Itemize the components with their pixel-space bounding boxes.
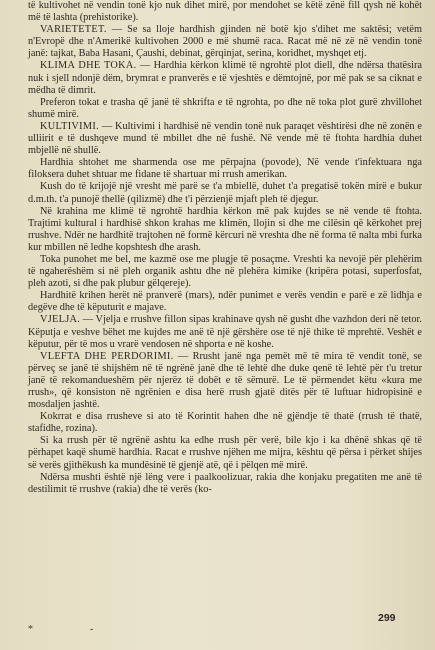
paragraph: [28, 290, 422, 314]
paragraph-text: Kush do të krijojë një vresht më parë se t'a mbiellë, duhet t'a pregatisë tokën mirë e bukur d.m.th. t'a punojë thellë (qilizmë) dhe t'i përzienjë mjaft pleh të djegur.: [28, 181, 422, 205]
paragraph-text: — Kultivimi i hardhisë në vendin tonë nuk paraqet vështirësi dhe në zonën e ulliirit e të dushqeve mund të mbillet dhe në fushë. Në vende më të ftohta hardhia duhet mbjellë në shullë.: [28, 120, 422, 157]
paragraph-text: Si ka rrush për të ngrënë ashtu ka edhe rrush për verë, bile kjo i ka dhënë shkas që të përhapet kaqë shumë hardhia. Racat e rrushve njëhen me mijra, kështu që përsa i përket shijes së verës gjithëkush ka mundësinë të gjenjë atë, që i pëlqen më mirë.: [28, 435, 422, 471]
paragraph: [28, 314, 422, 350]
paragraph: [28, 435, 422, 471]
paragraph: [28, 121, 422, 157]
margin-mark: *: [28, 624, 33, 635]
paragraph: [28, 411, 422, 435]
paragraph-text: — Rrusht janë nga pemët më të mira të vendit tonë, se përveç se janë të shijshëm në të ngrënë janë dhe të lehtë dhe duke qenë të lehtë për t'u tretur janë të rekomandueshëm për njerëz të dobët e të sëmurë. Le të përmendet këtu «kura me rrush», që konsiston në ngrënien e disa herë rrush gjatë ditës për të luftuar hidropisinë e mosdaljen jashtë.: [28, 350, 422, 411]
paragraph-text: Ndërsa mushti është një lëng vere i paalkoolizuar, rakia dhe konjaku pregatiten me anë të destilimit të rrushve (rakia) dhe të verës (ko-: [28, 471, 422, 495]
page-number: 299: [378, 612, 396, 624]
paragraph: [28, 181, 422, 205]
paragraph-text: Toka punohet me bel, me kazmë ose me plugje të posaçme. Vreshti ka nevojë për plehërim të ngaherëshëm si në pleh organik ashtu dhe në plehëra kimike (kripëra potasi, superfosfat, pleh azoti, si dhe pak plubur gëlqereje).: [28, 253, 422, 290]
section-heading: VJELJA.: [40, 314, 81, 326]
paragraph-text: — Vjelja e rrushve fillon sipas krahinave qysh në gusht dhe vazhdon deri në tetor. Këputja e veshve bëhet me kujdes me anë të një gërshëre ose të një thike të mprehtë. Veshët e këputur, për të mos u vrarë vendosen në shporta e në koshe.: [28, 314, 422, 350]
paragraph-text: Preferon tokat e trasha që janë të shkrifta e të ngrohta, po dhe në toka plot gurë zhvillohet shumë mirë.: [28, 96, 422, 120]
paragraph: [28, 97, 422, 121]
section-heading: KLIMA DHE TOKA.: [40, 60, 137, 72]
margin-mark: -: [90, 624, 94, 635]
paragraph: [28, 206, 422, 254]
paragraph-text: — Se sa lloje hardhish gjinden në botë kjo s'dihet me saktësi; vetëm n'Evropë dhe n'Amerikë kultivohen 2000 e më shumë raca. Racat më në zë në vendin tonë janë: tajkat, Baba Hasani, Çaushi, debinat, gërqinjat, serina, koridhet, myshqet etj.: [28, 24, 422, 60]
body-text: [28, 0, 422, 496]
section-heading: KULTIVIMI.: [40, 120, 99, 132]
paragraph: [28, 472, 422, 496]
section-heading: VLEFTA DHE PERDORIMI.: [40, 350, 174, 362]
paragraph: [28, 24, 422, 60]
paragraph: [28, 0, 422, 24]
paragraph: [28, 351, 422, 411]
paragraph: [28, 254, 422, 290]
paragraph-text: Hardhia shtohet me sharmenda ose me përpajna (povode), Në vende t'infektuara nga filoksera duhet shtuar me fidane të shartuar mi rrush amerikan.: [28, 157, 422, 181]
paragraph-text: të kultivohet në vendin tonë kjo nuk dihet mirë, por mendohet se këtë zënë fill qysh në kohët më të lashta (prehistorike).: [28, 0, 422, 24]
section-heading: VARIETETET.: [40, 24, 107, 36]
paragraph-text: — Hardhia kërkon klimë të ngrohtë plot diell, dhe ndërsa thatësira nuk i sjell ndonjë dëm, brymrat e pranverës e të vjeshtës e dëmtojnë, por më pak se sa ciknat e mëdha të dimrit.: [28, 60, 422, 96]
paragraph-text: Në krahina me klimë të ngrohtë hardhia kërkon më pak kujdes se në vende të ftohta. Trajtimi kultural i hardhisë shkon krahas me klimën, llojin si dhe me cilësin që kërkohet prej rrushve. Ndër ne hardhitë trajtohen në formë kërcuri në vreshta dhe në forma të nalta mbi furka kur mbillen në ledhe kopshtesh dhe arash.: [28, 205, 422, 253]
paragraph: [28, 157, 422, 181]
paragraph-text: Kokrrat e disa rrusheve si ato të Korintit hahen dhe në gjëndje të thatë (rrush të thatë, stafidhe, rozina).: [28, 411, 422, 435]
paragraph: [28, 60, 422, 96]
paragraph-text: Hardhitë krihen herët në pranverë (mars), ndër punimet e verës vendin e parë e zë lidhja e degëve dhe të këputurit e majave.: [28, 290, 422, 314]
